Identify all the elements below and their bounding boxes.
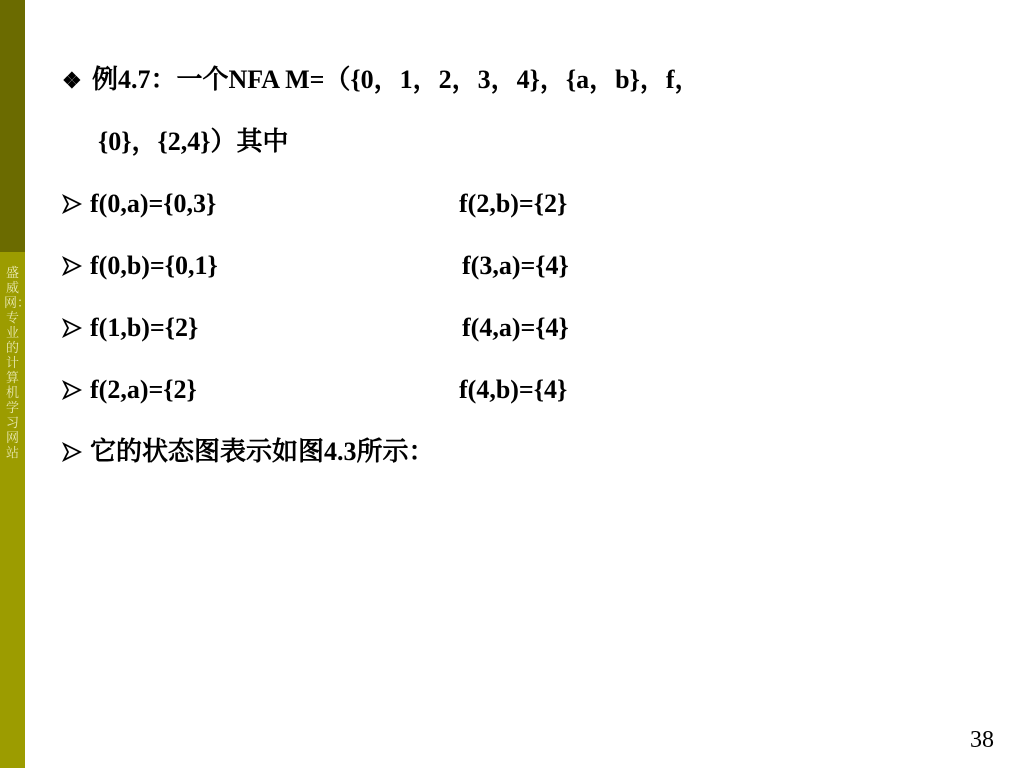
transition-right: f(4,b)={4} <box>459 375 568 404</box>
transition-right: f(2,b)={2} <box>459 189 568 218</box>
arrowhead-icon <box>62 436 90 468</box>
heading-line-2: {0}，{2,4}）其中 <box>98 127 289 156</box>
example-heading <box>62 64 701 97</box>
arrowhead-icon <box>62 250 90 282</box>
transition-row <box>62 374 662 406</box>
transition-row <box>62 250 662 282</box>
transition-right: f(3,a)={4} <box>462 251 569 280</box>
transition-right: f(4,a)={4} <box>462 313 569 342</box>
transition-left: f(0,b)={0,1} <box>90 251 218 280</box>
closing-text: 它的状态图表示如图4.3所示： <box>90 437 435 466</box>
transition-left: f(1,b)={2} <box>90 313 199 342</box>
diamond-cluster-icon: ❖ <box>62 68 82 93</box>
transition-left: f(2,a)={2} <box>90 375 197 404</box>
arrowhead-icon <box>62 312 90 344</box>
side-bar-top <box>0 0 25 252</box>
page-number: 38 <box>970 727 994 753</box>
heading-continuation <box>98 126 288 158</box>
side-bar <box>0 0 31 768</box>
side-caption: 盛威网：专业的计算机学习网站 <box>4 266 31 461</box>
arrowhead-icon <box>62 188 90 220</box>
arrowhead-icon <box>62 374 90 406</box>
transition-row <box>62 188 662 220</box>
transition-row <box>62 312 662 344</box>
transition-left: f(0,a)={0,3} <box>90 189 217 218</box>
heading-line-1: 例4.7：一个NFA M=（{0，1，2，3，4}，{a，b}，f， <box>92 65 701 94</box>
closing-line <box>62 436 435 468</box>
